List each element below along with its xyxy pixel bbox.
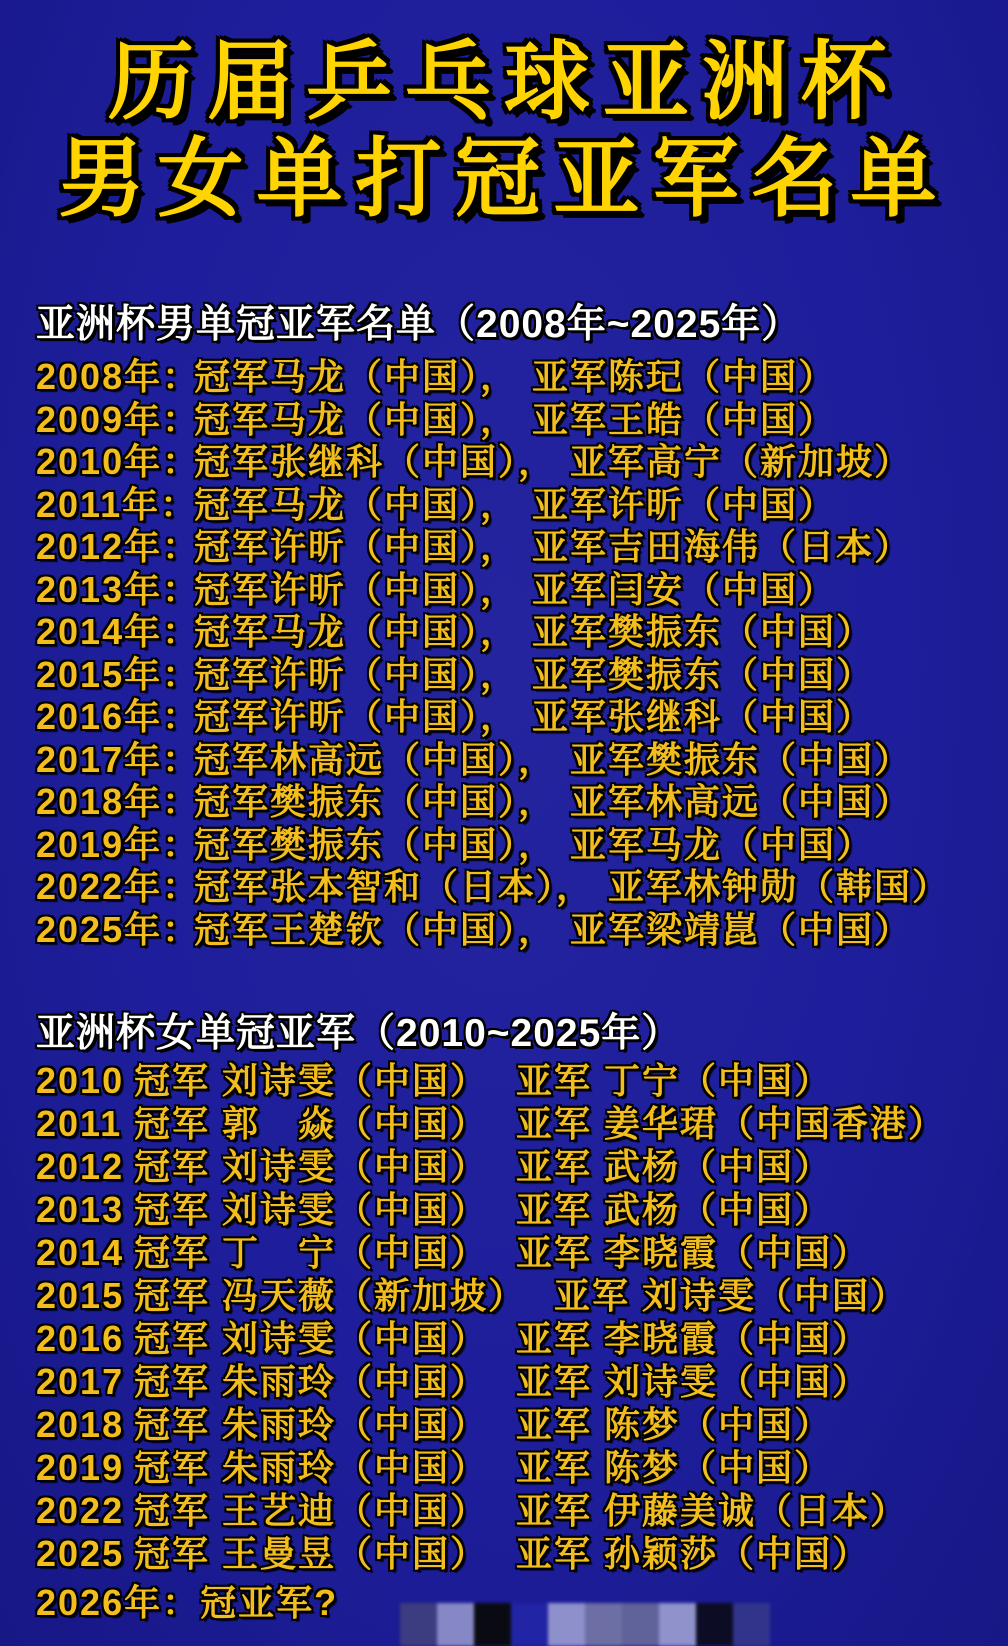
womens-result-row xyxy=(36,1274,1008,1317)
runner-up-text: 亚军樊振东（中国） xyxy=(570,738,913,780)
year-label: 2010 xyxy=(36,1060,125,1101)
womens-result-row xyxy=(36,1532,1008,1575)
womens-result-row xyxy=(36,1188,1008,1231)
mens-result-row xyxy=(36,654,1008,697)
womens-result-row xyxy=(36,1403,1008,1446)
mens-result-row xyxy=(36,866,1008,909)
mosaic-block xyxy=(659,1603,696,1646)
year-label: 2017 xyxy=(36,1361,125,1402)
year-label: 2014 xyxy=(36,1232,125,1273)
runner-up-text: 亚军张继科（中国） xyxy=(532,696,875,737)
mosaic-block xyxy=(622,1603,659,1646)
mens-result-row xyxy=(36,824,1008,867)
next-edition-question: 冠亚军? xyxy=(200,1582,339,1623)
womens-results-list xyxy=(36,1059,1008,1575)
womens-result-row xyxy=(36,1145,1008,1188)
year-label: 2011年： xyxy=(36,483,199,525)
womens-result-row xyxy=(36,1360,1008,1403)
year-label: 2015年： xyxy=(36,653,201,695)
champion-text: 冠军 丁 宁（中国） xyxy=(134,1232,489,1273)
runner-up-text: 亚军 刘诗雯（中国） xyxy=(516,1361,871,1402)
mosaic-block xyxy=(511,1603,548,1646)
year-label: 2014年： xyxy=(36,611,201,652)
runner-up-text: 亚军林钟勋（韩国） xyxy=(608,866,951,907)
mens-result-row xyxy=(36,781,1008,824)
mosaic-block xyxy=(548,1603,585,1646)
runner-up-text: 亚军 伊藤美诚（日本） xyxy=(516,1490,909,1531)
mosaic-block xyxy=(400,1603,437,1646)
year-label: 2011 xyxy=(36,1103,123,1144)
champion-text: 冠军 冯天薇（新加坡） xyxy=(134,1275,527,1316)
runner-up-text: 亚军樊振东（中国） xyxy=(532,611,875,652)
champion-text: 冠军 朱雨玲（中国） xyxy=(134,1361,489,1402)
runner-up-text: 亚军 李晓霞（中国） xyxy=(516,1232,871,1273)
champion-text: 冠军张本智和（日本）， xyxy=(194,866,595,907)
mosaic-block xyxy=(696,1603,733,1646)
page-title xyxy=(0,0,1008,228)
runner-up-text: 亚军樊振东（中国） xyxy=(532,653,875,695)
womens-result-row xyxy=(36,1317,1008,1360)
champion-text: 冠军马龙（中国）， xyxy=(194,483,519,525)
year-label: 2013年： xyxy=(36,568,201,610)
champion-text: 冠军许昕（中国）， xyxy=(194,568,519,610)
year-label: 2016年： xyxy=(36,696,201,737)
champion-text: 冠军 刘诗雯（中国） xyxy=(134,1146,489,1187)
runner-up-text: 亚军闫安（中国） xyxy=(532,568,837,610)
runner-up-text: 亚军 刘诗雯（中国） xyxy=(554,1275,909,1316)
year-label: 2012 xyxy=(36,1146,125,1187)
mens-result-row xyxy=(36,356,1008,399)
champion-text: 冠军许昕（中国）， xyxy=(194,526,519,567)
runner-up-text: 亚军高宁（新加坡） xyxy=(570,441,913,482)
year-label: 2019 xyxy=(36,1447,125,1488)
year-label: 2018年： xyxy=(36,781,201,822)
champion-text: 冠军樊振东（中国）， xyxy=(194,823,557,865)
runner-up-text: 亚军 丁宁（中国） xyxy=(516,1060,833,1101)
champion-text: 冠军 朱雨玲（中国） xyxy=(134,1404,489,1445)
mens-result-row xyxy=(36,484,1008,527)
champion-text: 冠军 王艺迪（中国） xyxy=(134,1490,489,1531)
mosaic-block xyxy=(437,1603,474,1646)
mens-result-row xyxy=(36,569,1008,612)
mens-results-list xyxy=(36,356,1008,951)
page-title-line2: 男女单打冠亚军名单 xyxy=(58,131,950,227)
runner-up-text: 亚军 孙颖莎（中国） xyxy=(516,1533,871,1574)
year-label: 2015 xyxy=(36,1275,125,1316)
runner-up-text: 亚军许昕（中国） xyxy=(532,483,837,525)
year-label: 2022 xyxy=(36,1490,125,1531)
champion-text: 冠军马龙（中国）， xyxy=(194,611,519,652)
mens-result-row xyxy=(36,399,1008,442)
champion-text: 冠军 刘诗雯（中国） xyxy=(134,1189,489,1230)
year-label: 2022年： xyxy=(36,866,201,907)
champion-text: 冠军马龙（中国）， xyxy=(194,356,519,397)
runner-up-text: 亚军吉田海伟（日本） xyxy=(532,526,913,567)
mens-result-row xyxy=(36,611,1008,654)
womens-section-header: 亚洲杯女单冠亚军（2010~2025年） xyxy=(36,1012,682,1055)
champion-text: 冠军张继科（中国）， xyxy=(194,441,557,482)
mens-result-row xyxy=(36,909,1008,952)
runner-up-text: 亚军马龙（中国） xyxy=(570,823,875,865)
runner-up-text: 亚军 李晓霞（中国） xyxy=(516,1318,871,1359)
runner-up-text: 亚军 姜华珺（中国香港） xyxy=(516,1103,947,1144)
year-label: 2018 xyxy=(36,1404,125,1445)
year-label: 2016 xyxy=(36,1318,125,1359)
champion-text: 冠军 刘诗雯（中国） xyxy=(134,1060,489,1101)
champion-text: 冠军许昕（中国）， xyxy=(194,653,519,695)
champion-text: 冠军 刘诗雯（中国） xyxy=(134,1318,489,1359)
year-label: 2019年： xyxy=(36,823,201,865)
year-label: 2013 xyxy=(36,1189,125,1230)
runner-up-text: 亚军 陈梦（中国） xyxy=(516,1447,833,1488)
next-edition-year: 2026年： xyxy=(36,1582,201,1623)
champion-text: 冠军 郭 焱（中国） xyxy=(134,1103,489,1144)
mens-result-row xyxy=(36,696,1008,739)
runner-up-text: 亚军陈玘（中国） xyxy=(532,356,837,397)
blurred-watermark-mosaic xyxy=(400,1603,770,1646)
runner-up-text: 亚军王皓（中国） xyxy=(532,398,837,440)
runner-up-text: 亚军梁靖崑（中国） xyxy=(570,908,913,950)
mosaic-block xyxy=(585,1603,622,1646)
year-label: 2025年： xyxy=(36,908,201,950)
runner-up-text: 亚军 陈梦（中国） xyxy=(516,1404,833,1445)
champion-text: 冠军许昕（中国）， xyxy=(194,696,519,737)
mens-section-header: 亚洲杯男单冠亚军名单（2008年~2025年） xyxy=(36,303,802,346)
year-label: 2025 xyxy=(36,1533,125,1574)
year-label: 2012年： xyxy=(36,526,201,567)
year-label: 2008年： xyxy=(36,356,201,397)
runner-up-text: 亚军 武杨（中国） xyxy=(516,1146,833,1187)
mens-result-row xyxy=(36,441,1008,484)
year-label: 2009年： xyxy=(36,398,201,440)
mens-result-row xyxy=(36,739,1008,782)
womens-result-row xyxy=(36,1059,1008,1102)
mosaic-block xyxy=(474,1603,511,1646)
mens-result-row xyxy=(36,526,1008,569)
runner-up-text: 亚军 武杨（中国） xyxy=(516,1189,833,1230)
mosaic-block xyxy=(733,1603,770,1646)
womens-result-row xyxy=(36,1446,1008,1489)
womens-result-row xyxy=(36,1102,1008,1145)
champion-text: 冠军 王曼昱（中国） xyxy=(134,1533,489,1574)
year-label: 2017年： xyxy=(36,738,201,780)
champion-text: 冠军樊振东（中国）， xyxy=(194,781,557,822)
runner-up-text: 亚军林高远（中国） xyxy=(570,781,913,822)
year-label: 2010年： xyxy=(36,441,201,482)
champion-text: 冠军马龙（中国）， xyxy=(194,398,519,440)
womens-result-row xyxy=(36,1489,1008,1532)
champion-text: 冠军 朱雨玲（中国） xyxy=(134,1447,489,1488)
page-title-line1: 历届乒乓球亚洲杯 xyxy=(108,34,900,130)
champion-text: 冠军王楚钦（中国）， xyxy=(194,908,557,950)
champion-text: 冠军林高远（中国）， xyxy=(194,738,557,780)
womens-result-row xyxy=(36,1231,1008,1274)
